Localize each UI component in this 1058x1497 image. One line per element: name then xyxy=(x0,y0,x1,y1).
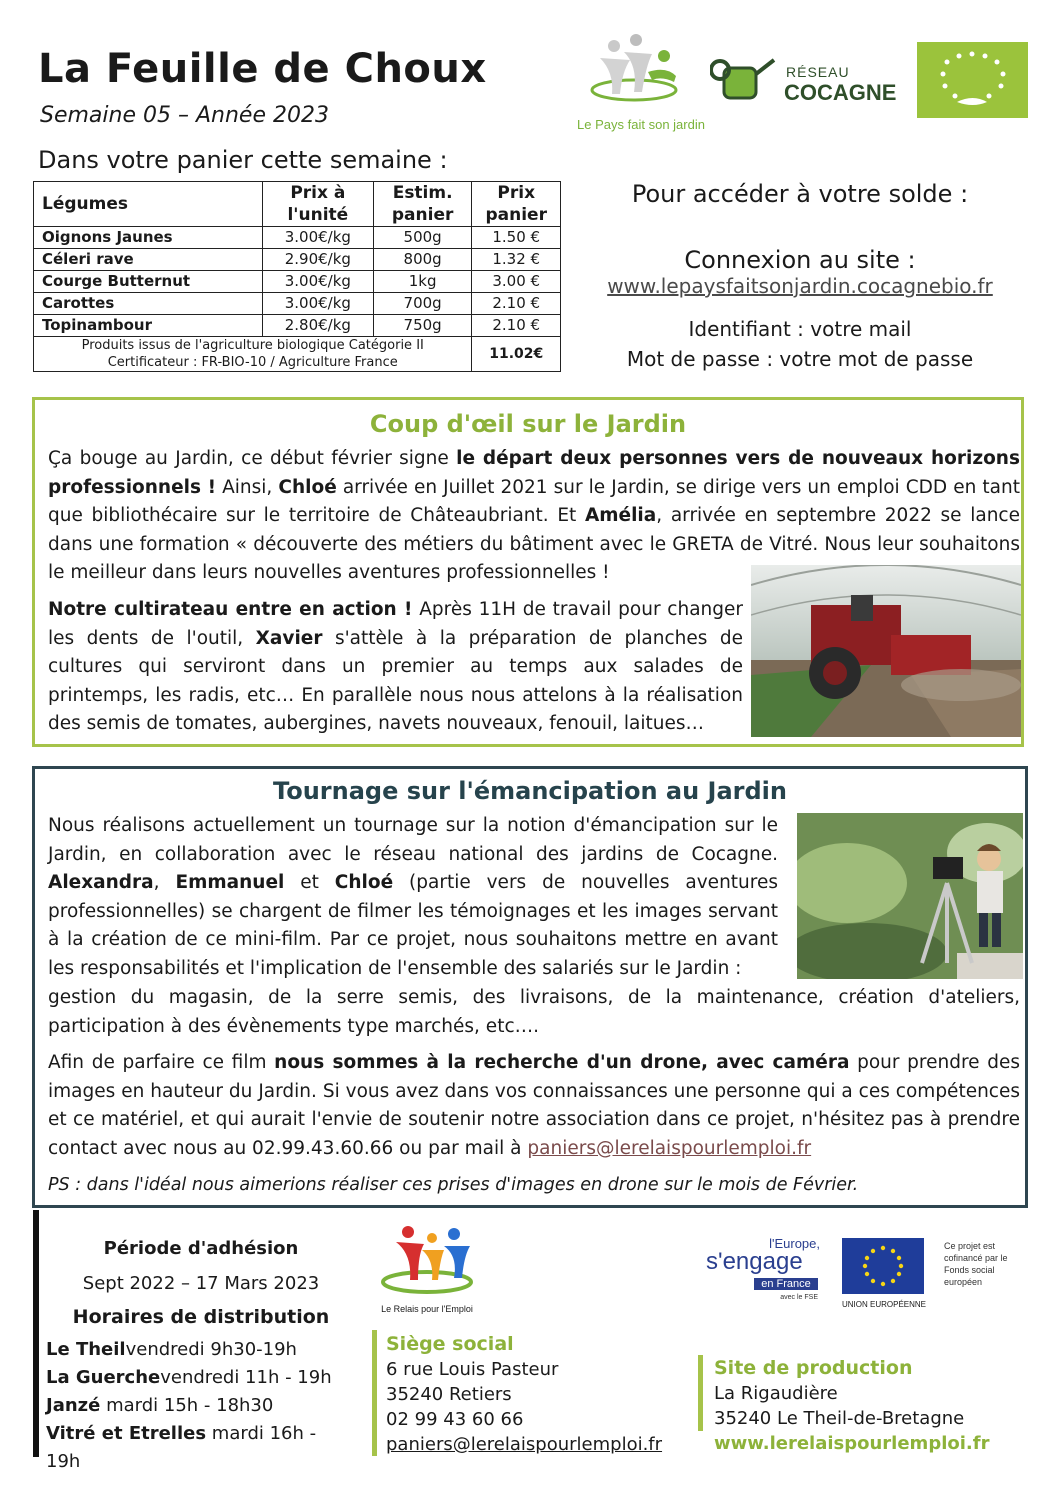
eu-leaf-stars-icon xyxy=(917,42,1028,118)
veg-unit-price: 3.00€/kg xyxy=(262,227,373,249)
col-header-basket-price: Prix panier xyxy=(472,182,561,227)
europe-line1: l'Europe, xyxy=(769,1236,820,1251)
veg-estimate: 750g xyxy=(373,315,472,337)
europe-line4: avec le FSE xyxy=(780,1294,818,1301)
relais-pour-emploi-logo xyxy=(372,1220,482,1316)
siege-green-bar xyxy=(372,1330,377,1456)
veg-unit-price: 3.00€/kg xyxy=(262,271,373,293)
tractor-photo xyxy=(751,565,1021,737)
filming-paragraph-1: Nous réalisons actuellement un tournage sur la notion d'émancipation sur le Jardin, en collaboration avec le réseau national des jardins de Cocagne. Alexandra, Emmanuel et Chloé (partie vers de nouvelles aventures professionnelles) se chargent de filmer les témoignages et les images servant à la création de ce mini-film. Par ce projet, nous souhaitons mettre en avant les responsabilités et l'implication de l'ensemble des salariés sur le Jardin : xyxy=(48,815,778,979)
footer-hours-column xyxy=(46,1238,356,1476)
veg-unit-price: 2.80€/kg xyxy=(262,315,373,337)
pays-fait-son-jardin-logo xyxy=(556,32,726,132)
list-item: La Guerchevendredi 11h - 19h xyxy=(46,1367,332,1388)
account-heading: Pour accéder à votre solde : xyxy=(631,180,969,208)
filming-paragraph-1-continued: gestion du magasin, de la serre semis, des livraisons, de la maintenance, création d'ateliers, participation à des évènements type marchés, etc…. xyxy=(48,987,1020,1037)
basket-total: 11.02€ xyxy=(472,337,561,372)
filming-section-title: Tournage sur l'émancipation au Jardin xyxy=(273,777,787,805)
cocagne-line2: COCAGNE xyxy=(784,80,897,105)
distribution-hours-list xyxy=(46,1336,356,1476)
siege-address-1: 6 rue Louis Pasteur xyxy=(386,1359,559,1380)
veg-price: 1.50 € xyxy=(472,227,561,249)
toy-figure-with-camera-image xyxy=(797,813,1023,979)
reseau-cocagne-logo xyxy=(710,50,910,110)
table-row xyxy=(34,293,561,315)
table-row xyxy=(34,271,561,293)
relais-logo-caption: Le Relais pour l'Emploi xyxy=(381,1304,473,1314)
week-subtitle: Semaine 05 – Année 2023 xyxy=(40,103,329,128)
veg-name: Courge Butternut xyxy=(34,271,263,293)
list-item: Le Theilvendredi 9h30-19h xyxy=(46,1339,297,1360)
garden-paragraph-1: Ça bouge au Jardin, ce début février signe le départ deux personnes vers de nouveaux horizons professionnels ! Ainsi, Chloé arrivée en Juillet 2021 sur le Jardin, se dirige vers un emploi CDD en tant que bibliothécaire sur le territoire de Châteaubriant. Et Amélia, arrivée en septembre 2022 se lance dans une formation « découverte des métiers du bâtiment avec le GRETA de Vitré. Nous leur souhaitons le meilleur dans leurs nouvelles aventures professionnelles ! xyxy=(48,448,1020,584)
footer-left-bar xyxy=(33,1210,39,1457)
col-header-estimate: Estim. panier xyxy=(373,182,472,227)
veg-name: Céleri rave xyxy=(34,249,263,271)
col-header-legumes: Légumes xyxy=(34,182,263,227)
contact-email-link[interactable]: paniers@lerelaispourlemploi.fr xyxy=(527,1137,812,1159)
connexion-heading: Connexion au site : xyxy=(684,246,916,274)
veg-estimate: 1kg xyxy=(373,271,472,293)
eu-flag-caption: UNION EUROPÉENNE xyxy=(842,1300,927,1309)
login-identifier: Identifiant : votre mail xyxy=(688,317,912,341)
list-item: Vitré et Etrelles mardi 16h - 19h xyxy=(46,1423,317,1472)
siege-title: Siège social xyxy=(386,1333,514,1355)
veg-price: 2.10 € xyxy=(472,315,561,337)
adhesion-title: Période d'adhésion xyxy=(103,1238,299,1259)
table-header-row xyxy=(34,182,561,227)
garden-section-title: Coup d'œil sur le Jardin xyxy=(369,410,687,438)
veg-estimate: 500g xyxy=(373,227,472,249)
organic-certification-note xyxy=(34,337,472,372)
col-header-unit-price: Prix à l'unité xyxy=(262,182,373,227)
table-row xyxy=(34,227,561,249)
veg-price: 3.00 € xyxy=(472,271,561,293)
garden-paragraph-2: Notre cultirateau entre en action ! Après 11H de travail pour changer les dents de l'outil, Xavier s'attèle à la préparation de planches de cultures qui serviront dans un premier au temps aux salades de printemps, les radis, etc… En parallèle nous nous attelons à la réalisation des semis de tomates, aubergines, navets nouveaux, fenouil, laitues… xyxy=(48,599,743,735)
eu-flag-icon xyxy=(842,1238,924,1294)
list-item: Janzé mardi 15h - 18h30 xyxy=(46,1395,274,1416)
note-line2: Certificateur : FR-BIO-10 / Agriculture France xyxy=(107,355,398,370)
veg-unit-price: 3.00€/kg xyxy=(262,293,373,315)
veg-estimate: 800g xyxy=(373,249,472,271)
basket-heading: Dans votre panier cette semaine : xyxy=(38,146,448,174)
eu-organic-logo xyxy=(917,42,1028,118)
cocagne-line1: RÉSEAU xyxy=(786,64,850,80)
table-row xyxy=(34,249,561,271)
toy-camera-photo xyxy=(797,813,1023,979)
siege-address-2: 35240 Retiers xyxy=(386,1384,512,1405)
site-green-bar xyxy=(698,1355,703,1431)
site-address-1: La Rigaudière xyxy=(714,1383,838,1404)
distribution-hours-title: Horaires de distribution xyxy=(72,1306,330,1328)
tractor-in-greenhouse-image xyxy=(751,565,1021,737)
fse-cofinance-text: Ce projet est cofinancé par le Fonds social européen xyxy=(944,1241,1008,1287)
table-row xyxy=(34,315,561,337)
login-password: Mot de passe : votre mot de passe xyxy=(626,347,974,371)
siege-phone: 02 99 43 60 66 xyxy=(386,1409,524,1430)
veg-price: 2.10 € xyxy=(472,293,561,315)
filming-section xyxy=(32,766,1028,1208)
site-url-link[interactable]: www.lerelaispourlemploi.fr xyxy=(714,1433,990,1454)
eu-flag-logo xyxy=(842,1238,928,1308)
table-footer-row xyxy=(34,337,561,372)
veg-unit-price: 2.90€/kg xyxy=(262,249,373,271)
veg-estimate: 700g xyxy=(373,293,472,315)
siege-email-link[interactable]: paniers@lerelaispourlemploi.fr xyxy=(386,1434,663,1455)
relais-people-icon xyxy=(372,1220,482,1300)
garden-news-section xyxy=(32,397,1024,747)
veg-name: Oignons Jaunes xyxy=(34,227,263,249)
newsletter-title: La Feuille de Choux xyxy=(38,46,487,92)
watering-can-icon xyxy=(710,52,780,108)
adhesion-dates: Sept 2022 – 17 Mars 2023 xyxy=(82,1273,320,1294)
account-access-block xyxy=(580,180,1020,374)
pays-logo-caption: Le Pays fait son jardin xyxy=(577,117,705,132)
production-site-column xyxy=(714,1356,1034,1456)
site-title: Site de production xyxy=(714,1357,913,1379)
basket-price-table xyxy=(33,181,561,372)
veg-price: 1.32 € xyxy=(472,249,561,271)
veg-name: Topinambour xyxy=(34,315,263,337)
siege-social-column xyxy=(386,1332,676,1457)
filming-paragraph-2: Afin de parfaire ce film nous sommes à la recherche d'un drone, avec caméra pour prendre des images en hauteur du Jardin. Si vous avez dans vos connaissances une personne qui a ces compétences et ce matériel, et qui aurait l'envie de soutenir notre association dans ce projet, n'hésitez pas à prendre contact avec nous au 02.99.43.60.66 ou par mail à paniers@lerelaispourlemploi.fr xyxy=(48,1052,1020,1159)
note-line1: Produits issus de l'agriculture biologique Catégorie II xyxy=(81,338,424,353)
europe-line3: en France xyxy=(754,1278,818,1290)
europe-engage-logo xyxy=(704,1236,824,1306)
site-address-2: 35240 Le Theil-de-Bretagne xyxy=(714,1408,965,1429)
filming-ps: PS : dans l'idéal nous aimerions réaliser ces prises d'images en drone sur le mois de Février. xyxy=(48,1175,859,1195)
people-circle-icon xyxy=(556,32,726,112)
europe-line2: s'engage xyxy=(706,1248,803,1275)
veg-name: Carottes xyxy=(34,293,263,315)
account-site-link[interactable]: www.lepaysfaitsonjardin.cocagnebio.fr xyxy=(607,274,993,298)
